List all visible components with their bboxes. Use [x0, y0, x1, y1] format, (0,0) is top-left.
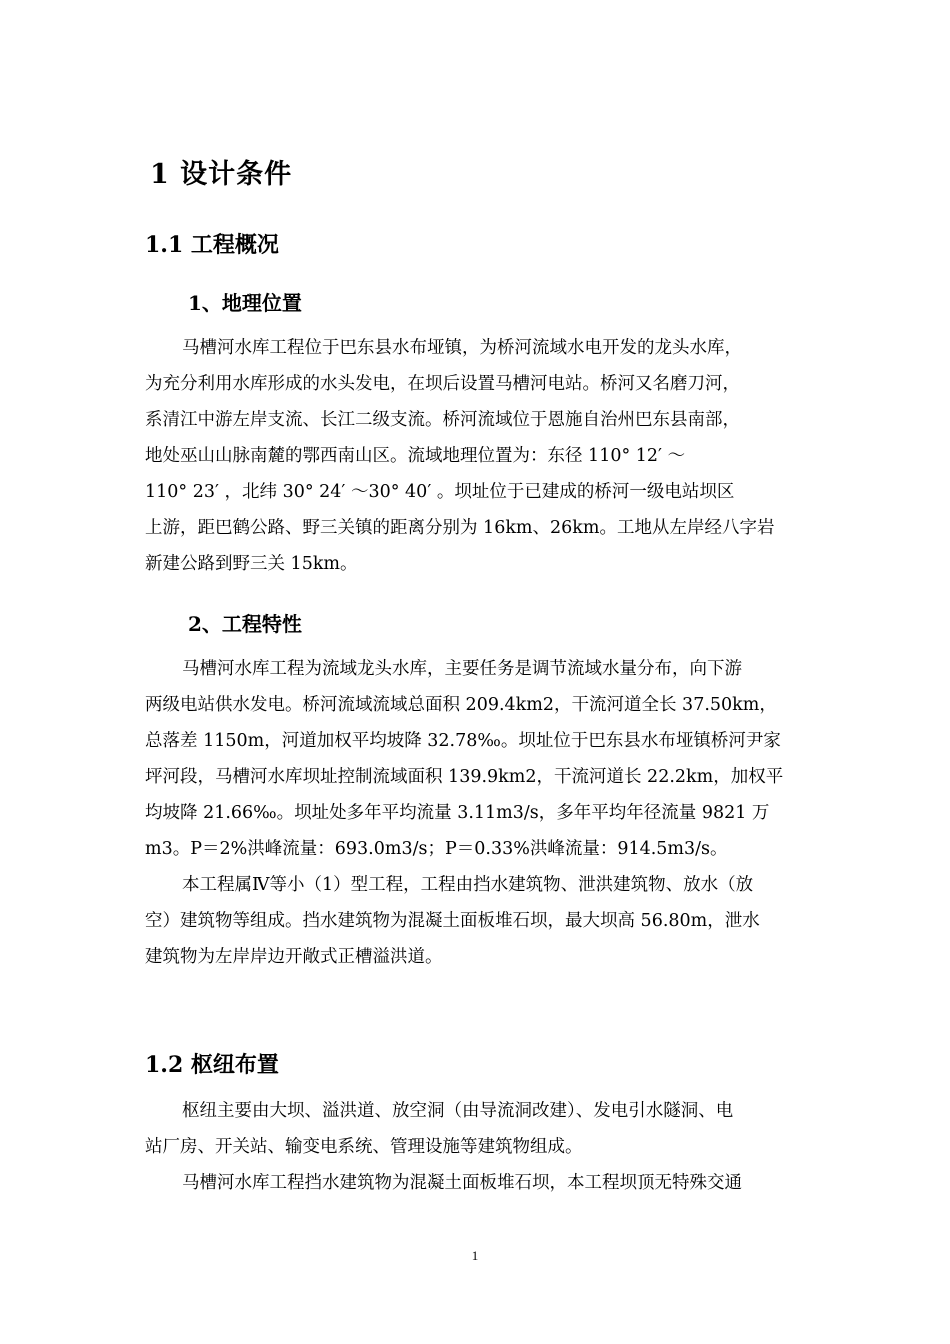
paragraph-dam [145, 1165, 805, 1201]
text-line: 空）建筑物等组成。挡水建筑物为混凝土面板堆石坝，最大坝高 56.80m，泄水 [145, 911, 760, 931]
page-number: 1 [471, 1248, 479, 1263]
text-line: 地处巫山山脉南麓的鄂西南山区。流域地理位置为：东径 110° 12′ ～ [145, 446, 686, 466]
text-line: m3。P＝2%洪峰流量：693.0m3/s；P＝0.33%洪峰流量：914.5m3/s。 [145, 839, 728, 859]
text-line: 上游，距巴鹤公路、野三关镇的距离分别为 16km、26km。工地从左岸经八字岩 [145, 518, 775, 538]
text-line: 本工程属Ⅳ等小（1）型工程，工程由挡水建筑物、泄洪建筑物、放水（放 [182, 875, 754, 895]
text-line: 马槽河水库工程为流域龙头水库，主要任务是调节流域水量分布，向下游 [182, 659, 742, 679]
text-line: 新建公路到野三关 15km。 [145, 554, 358, 574]
text-line: 系清江中游左岸支流、长江二级支流。桥河流域位于恩施自治州巴东县南部， [145, 410, 740, 430]
paragraph-characteristics [145, 651, 805, 867]
text-line: 马槽河水库工程位于巴东县水布垭镇，为桥河流域水电开发的龙头水库， [182, 338, 742, 358]
text-line: 站厂房、开关站、输变电系统、管理设施等建筑物组成。 [145, 1137, 583, 1157]
text-line: 马槽河水库工程挡水建筑物为混凝土面板堆石坝，本工程坝顶无特殊交通 [182, 1173, 742, 1193]
section-heading-1-1: 1.1 工程概况 [145, 232, 279, 258]
paragraph-project-class [145, 867, 805, 975]
text-line: 两级电站供水发电。桥河流域流域总面积 209.4km2，干流河道全长 37.50km， [145, 695, 777, 715]
chapter-heading: 1 设计条件 [150, 159, 293, 190]
text-line: 枢纽主要由大坝、溢洪道、放空洞（由导流洞改建）、发电引水隧洞、电 [182, 1101, 734, 1121]
paragraph-location [145, 330, 805, 582]
text-line: 为充分利用水库形成的水头发电，在坝后设置马槽河电站。桥河又名磨刀河， [145, 374, 740, 394]
text-line: 总落差 1150m，河道加权平均坡降 32.78‰。坝址位于巴东县水布垭镇桥河尹家 [145, 731, 781, 751]
text-line: 110° 23′ ，北纬 30° 24′ ～30° 40′ 。坝址位于已建成的桥河一级电站坝区 [145, 482, 735, 502]
subsection-heading-location: 1、地理位置 [188, 291, 302, 315]
text-line: 坪河段，马槽河水库坝址控制流域面积 139.9km2，干流河道长 22.2km，加权平 [145, 767, 784, 787]
text-line: 均坡降 21.66‰。坝址处多年平均流量 3.11m3/s，多年平均年径流量 9821 万 [145, 803, 770, 823]
subsection-heading-characteristics: 2、工程特性 [188, 612, 302, 636]
section-heading-1-2: 1.2 枢纽布置 [145, 1052, 279, 1078]
paragraph-layout [145, 1093, 805, 1165]
text-line: 建筑物为左岸岸边开敞式正槽溢洪道。 [145, 947, 443, 967]
